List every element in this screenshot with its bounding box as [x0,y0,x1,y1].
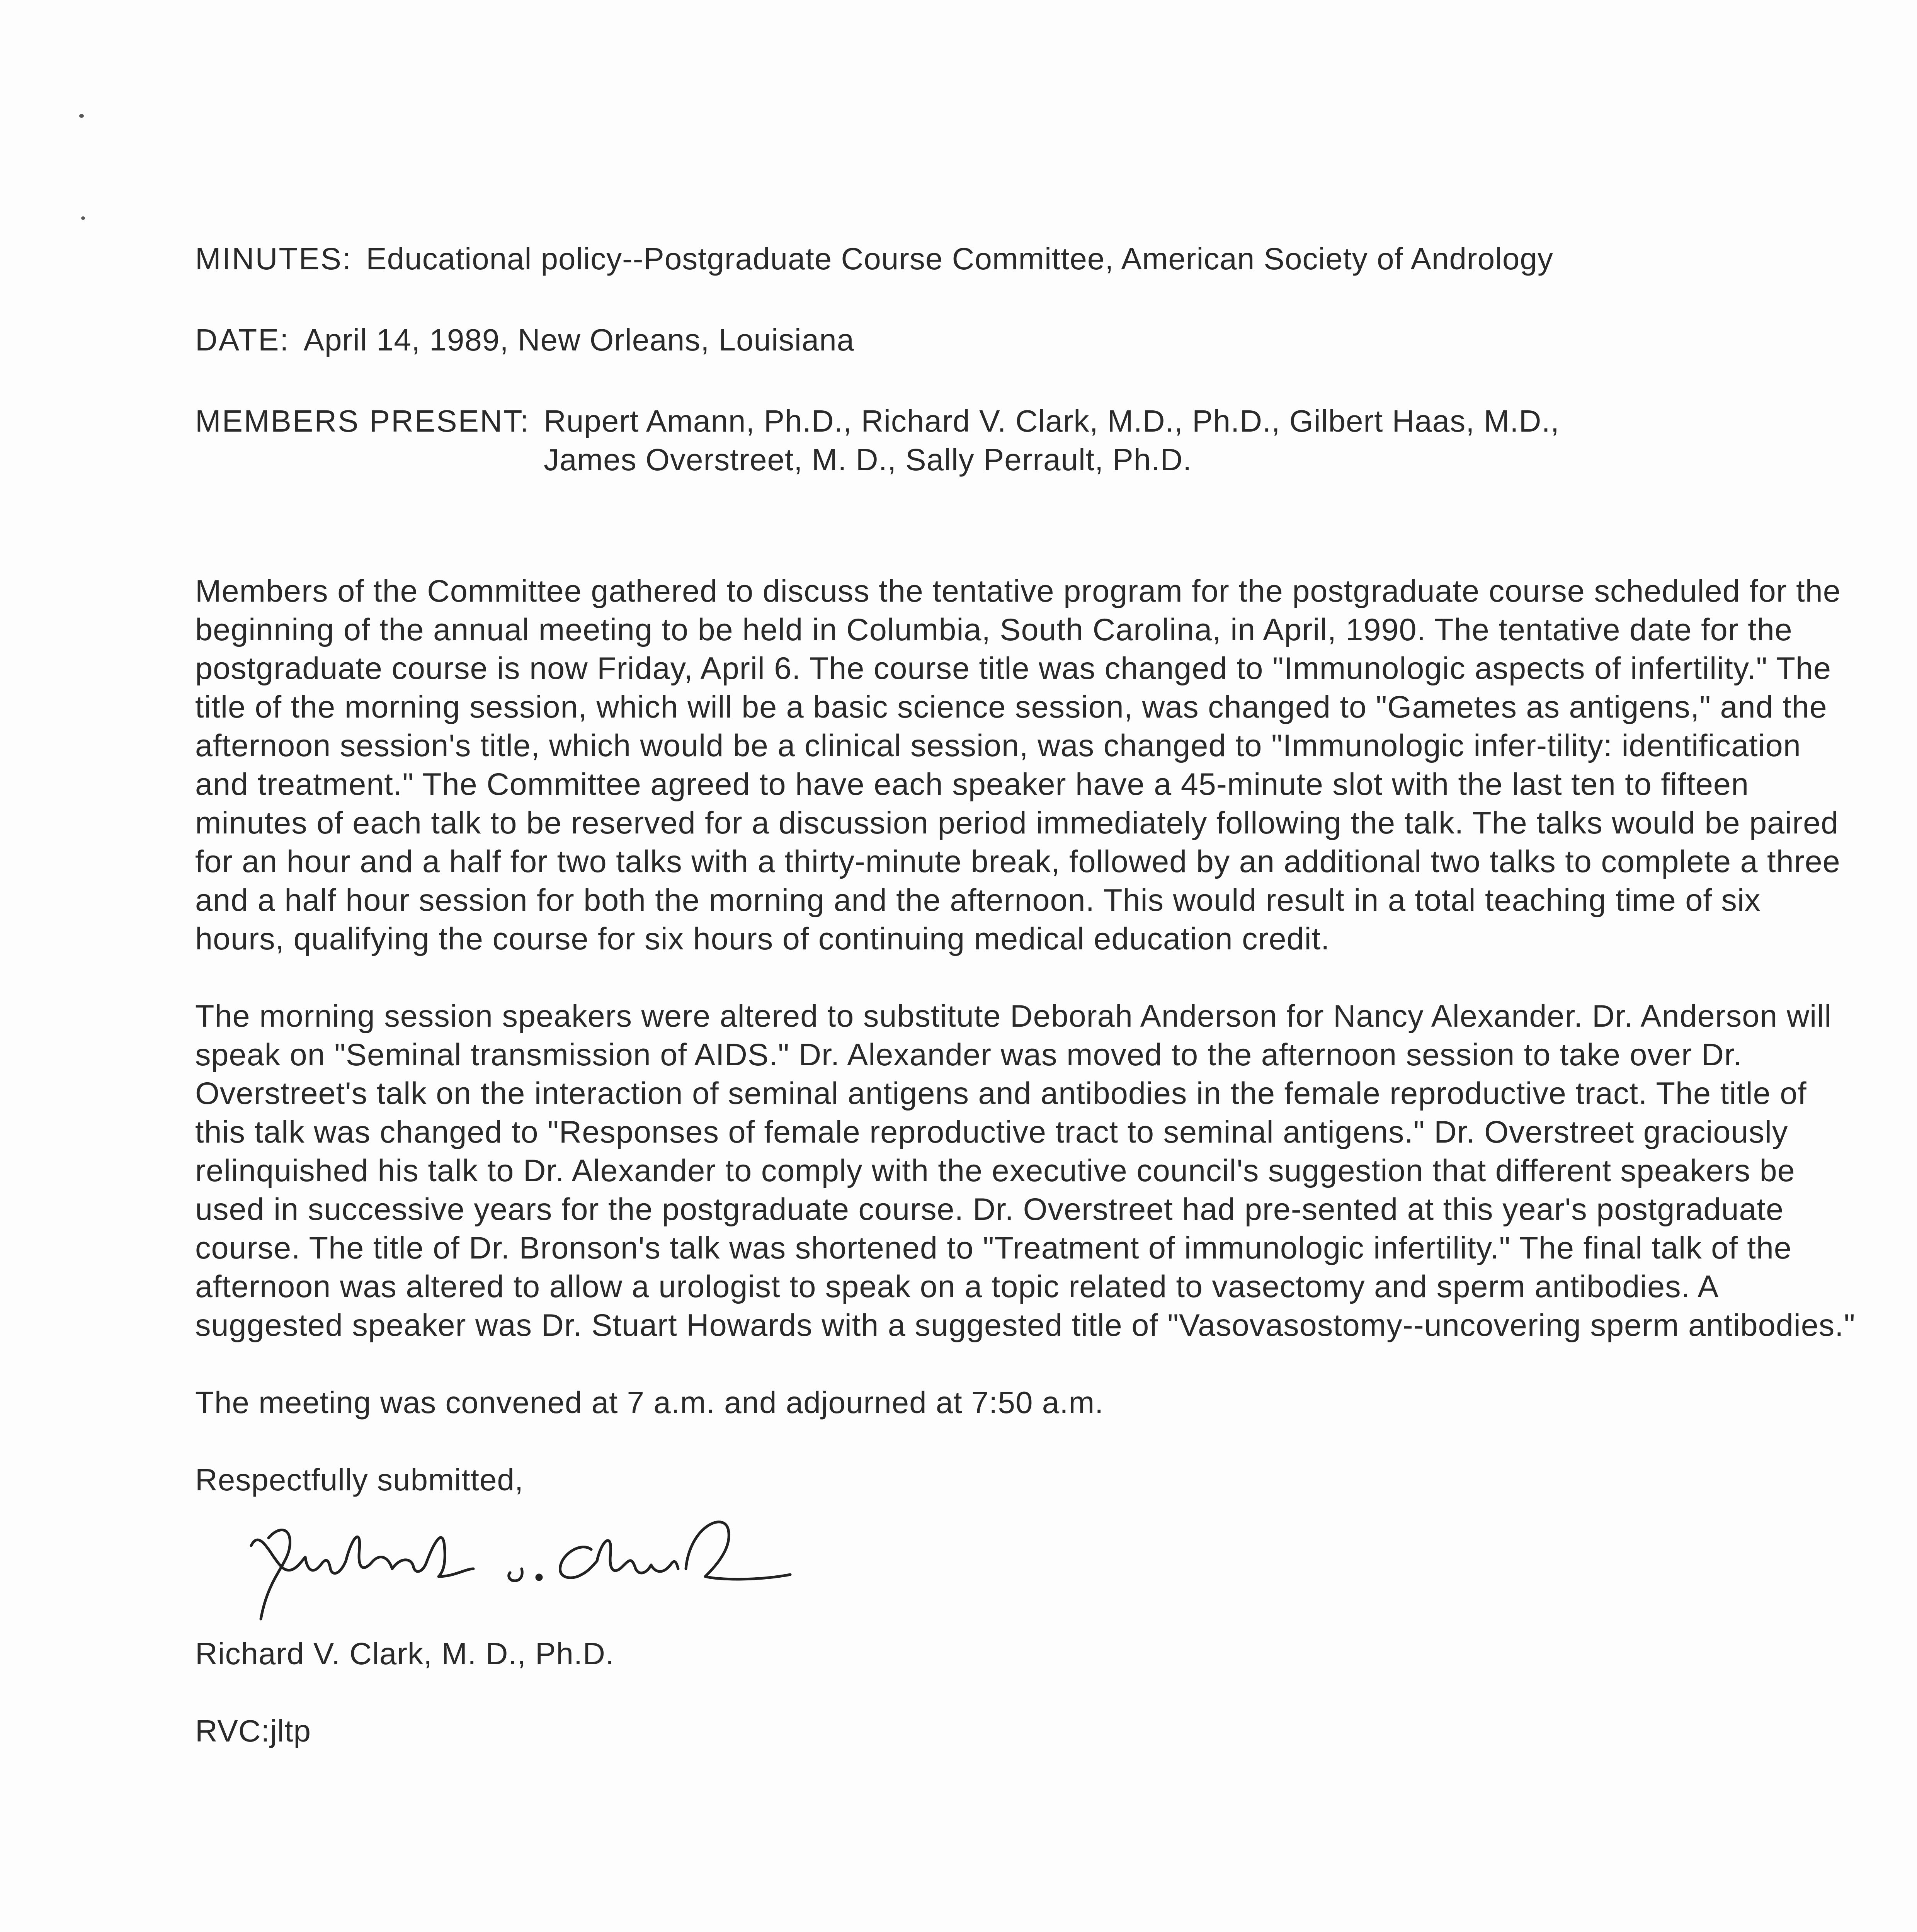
scan-speck [81,216,85,220]
date-value: April 14, 1989, New Orleans, Louisiana [303,323,855,357]
paragraph-meeting-time: The meeting was convened at 7 a.m. and adjourned at 7:50 a.m. [195,1385,1104,1420]
date-line [195,321,1857,359]
minutes-label: MINUTES: [195,242,352,276]
date-label: DATE: [195,323,290,357]
paragraph-speakers: The morning session speakers were altered to substitute Deborah Anderson for Nancy Alexander. Dr. Anderson will speak on "Seminal transmission of AIDS." Dr. Alexander was moved to the afternoon session to take over Dr. Overstreet's talk on the interaction of seminal antigens and antibodies in the female reproductive tract. The title of this talk was changed to "Responses of female reproductive tract to seminal antigens." Dr. Overstreet graciously relinquished his talk to Dr. Alexander to comply with the executive council's suggestion that different speakers be used in successive years for the postgraduate course. Dr. Overstreet had pre-sented at this year's postgraduate course. The title of Dr. Bronson's talk was shortened to "Treatment of immunologic infertility." The final talk of the afternoon was altered to allow a urologist to speak on a topic related to vasectomy and sperm antibodies. A suggested speaker was Dr. Stuart Howards with a suggested title of "Vasovasostomy--uncovering sperm antibodies." [195,999,1856,1343]
members-line-2: James Overstreet, M. D., Sally Perrault, Ph.D. [543,442,1192,477]
members-line-1: Rupert Amann, Ph.D., Richard V. Clark, M.D., Ph.D., Gilbert Haas, M.D., [543,404,1560,438]
members-list [544,402,1819,479]
handwritten-signature [211,1503,813,1634]
memo-body [195,572,1857,1422]
scan-speck [79,114,84,118]
respectfully-submitted: Respectfully submitted, [195,1463,524,1497]
minutes-value: Educational policy--Postgraduate Course Committee, American Society of Andrology [366,242,1553,276]
paragraph-program: Members of the Committee gathered to discuss the tentative program for the postgraduate course scheduled for the beginning of the annual meeting to be held in Columbia, South Carolina, in April, 1990. The tentative date for the postgraduate course is now Friday, April 6. The course title was changed to "Immunologic aspects of infertility." The title of the morning session, which will be a basic science session, was changed to "Gametes as antigens," and the afternoon session's title, which would be a clinical session, was changed to "Immunologic infer-tility: identification and treatment." The Committee agreed to have each speaker have a 45-minute slot with the last ten to fifteen minutes of each talk to be reserved for a discussion period immediately following the talk. The talks would be paired for an hour and a half for two talks with a thirty-minute break, followed by an additional two talks to complete a three and a half hour session for both the morning and the afternoon. This would result in a total teaching time of six hours, qualifying the course for six hours of continuing medical education credit. [195,574,1841,956]
members-label: MEMBERS PRESENT: [195,404,530,438]
minutes-line [195,240,1857,278]
signer-name: Richard V. Clark, M. D., Ph.D. [195,1636,615,1671]
members-present-line [195,402,1857,479]
memo-content [195,240,1857,1750]
typist-initials: RVC:jltp [195,1714,311,1748]
